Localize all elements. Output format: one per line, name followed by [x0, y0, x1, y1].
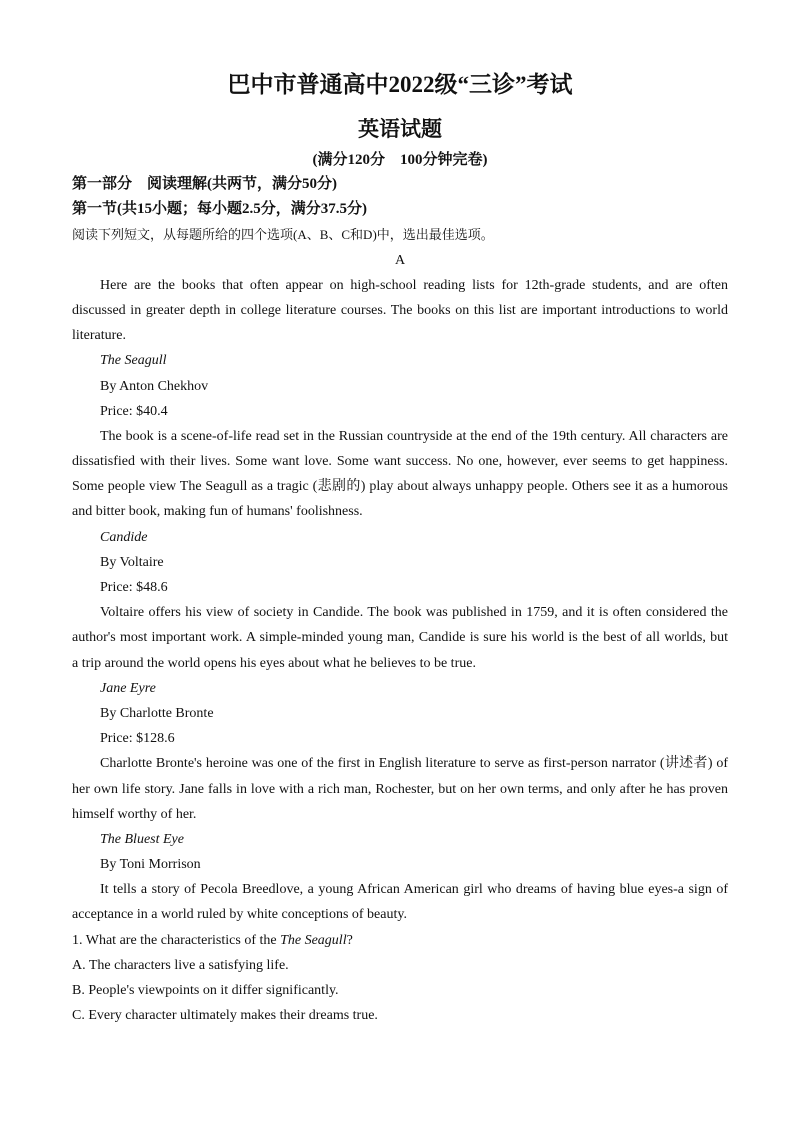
paragraph-line: Voltaire offers his view of society in Candide. The book was published in 1759, and it is often considered the — [100, 605, 728, 621]
instruction: 阅读下列短文，从每题所给的四个选项(A、B、C和D)中，选出最佳选项。 — [72, 227, 494, 243]
intro-paragraph — [72, 273, 728, 349]
paragraph-line: Here are the books that often appear on high-school reading lists for 12th-grade students, and are often — [100, 277, 728, 293]
section-heading: 第一节(共15小题；每小题2.5分，满分37.5分) — [72, 201, 367, 218]
part-heading: 第一部分 阅读理解(共两节，满分50分) — [72, 176, 337, 192]
book-price: Price: $40.4 — [100, 403, 168, 419]
paragraph-line: Some people view The Seagull as a tragic (悲剧的) play about always unhappy people. Others see it as a humorous — [72, 479, 728, 495]
paragraph-line: her own life story. Jane falls in love with a rich man, Rochester, but on her own terms, and only after he has proven — [72, 781, 728, 797]
book-title: The Bluest Eye — [100, 831, 184, 847]
stem-book-title: The Seagull — [280, 932, 347, 948]
book-entry — [72, 525, 728, 676]
book-entry — [72, 676, 728, 827]
document-body — [72, 172, 728, 1028]
book-title: Candide — [100, 529, 148, 545]
question-options — [72, 953, 728, 1029]
book-price: Price: $128.6 — [100, 731, 175, 747]
book-author: By Charlotte Bronte — [100, 705, 214, 721]
answer-option: A. The characters live a satisfying life. — [72, 957, 289, 973]
answer-option: B. People's viewpoints on it differ significantly. — [72, 983, 339, 998]
paragraph-line: The book is a scene-of-life read set in the Russian countryside at the end of the 19th century. All characters are — [100, 428, 728, 444]
paragraph-line: and bitter book, making fun of humans' foolishness. — [72, 504, 363, 520]
paragraph-line: literature. — [72, 328, 127, 344]
book-author: By Anton Chekhov — [100, 378, 209, 394]
paragraph-line: himself worthy of her. — [72, 806, 197, 822]
book-list — [72, 348, 728, 927]
book-title: Jane Eyre — [100, 680, 156, 696]
subject-title: 英语试题 — [358, 117, 442, 141]
book-entry — [72, 827, 728, 928]
book-entry — [72, 348, 728, 524]
stem-suffix: ? — [346, 932, 353, 948]
paragraph-line: acceptance in a world ruled by white conceptions of beauty. — [72, 907, 407, 923]
paragraph-line: dissatisfied with their lives. Some want love. Some want success. No one, however, ever seems to get happiness. — [72, 454, 728, 470]
paragraph-line: It tells a story of Pecola Breedlove, a young African American girl who dreams of having blue eyes-a sign of — [100, 882, 728, 898]
score-info: (满分120分 100分钟完卷) — [312, 152, 488, 168]
book-price: Price: $48.6 — [100, 580, 168, 595]
paragraph-line: Charlotte Bronte's heroine was one of the first in English literature to serve as first-person narrator (讲述者) of — [100, 756, 728, 772]
book-author: By Toni Morrison — [100, 857, 201, 873]
book-title: The Seagull — [100, 353, 167, 369]
paragraph-line: a trip around the world opens his eyes about what he believes to be true. — [72, 655, 476, 671]
paragraph-line: discussed in greater depth in college literature courses. The books on this list are important introductions to world — [72, 302, 728, 318]
stem-text: 1. What are the characteristics of the — [72, 932, 281, 948]
exam-title: 巴中市普通高中2022级“三诊”考试 — [227, 72, 573, 97]
question-stem — [72, 928, 728, 953]
passage-label: A — [394, 252, 406, 268]
book-author: By Voltaire — [100, 554, 164, 570]
paragraph-line: author's most important work. A simple-minded young man, Candide is sure his world is the best of all worlds, but — [72, 630, 728, 646]
answer-option: C. Every character ultimately makes their dreams true. — [72, 1008, 378, 1024]
